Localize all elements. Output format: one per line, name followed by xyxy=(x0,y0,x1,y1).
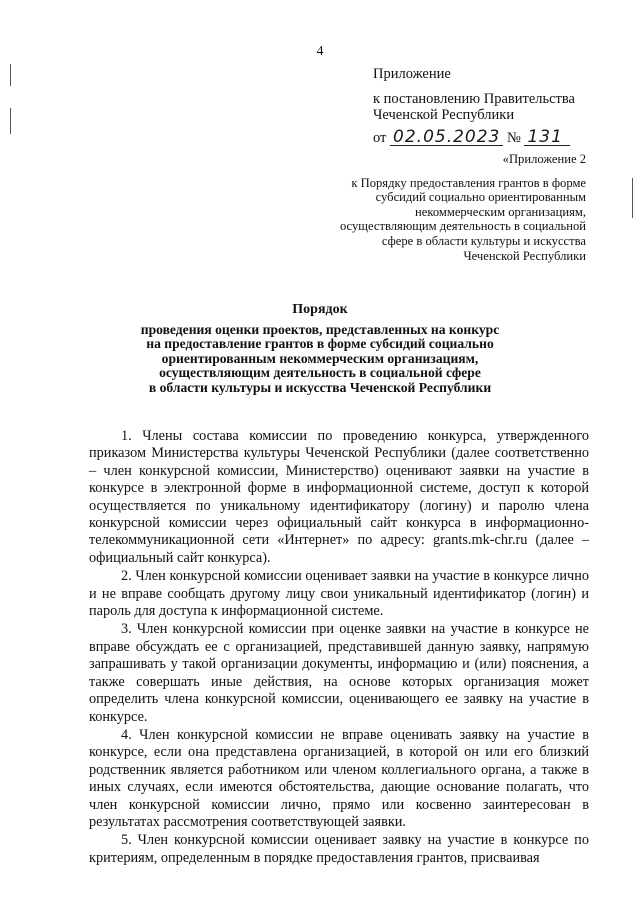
previous-appendix-reference xyxy=(286,152,586,263)
margin-mark-middle xyxy=(10,108,11,134)
previous-appendix-line: субсидий социально ориентированным xyxy=(375,190,586,205)
page-number: 4 xyxy=(316,44,324,59)
paragraph-2: 2. Член конкурсной комиссии оценивает заявки на участие в конкурсе лично и не вправе сообщать другому лицу свои уникальный идентификатор (логин) и пароль для доступа к информационной системе. xyxy=(89,568,589,620)
previous-appendix-line: Чеченской Республики xyxy=(463,248,586,263)
document-subtitle xyxy=(95,323,545,395)
subtitle-line: в области культуры и искусства Чеченской Республики xyxy=(148,379,492,395)
document-body xyxy=(89,428,589,868)
paragraph-3: 3. Член конкурсной комиссии при оценке заявки на участие в конкурсе не вправе обсуждать ее с организацией, представившей данную заявку, напрямую запрашивать у такой организации документы, информацию и (или) пояснения, а также совершать иные действия, на основе которых организация может определить члена конкурсной комиссии, оценивающего ее заявку на участие в конкурсе. xyxy=(89,621,589,725)
paragraph-5: 5. Член конкурсной комиссии оценивает заявку на участие в конкурсе по критериям, определенным в порядке предоставления грантов, присваивая xyxy=(89,832,589,866)
margin-mark-top xyxy=(10,64,11,86)
appendix-date-line xyxy=(373,129,623,146)
previous-appendix-line: некоммерческим организациям, xyxy=(415,204,586,219)
appendix-header xyxy=(373,66,623,146)
subtitle-line: на предоставление грантов в форме субсидий социально xyxy=(146,336,494,352)
previous-appendix-title: «Приложение 2 xyxy=(502,152,586,166)
paragraph-1: 1. Члены состава комиссии по проведению конкурса, утвержденного приказом Министерства культуры Чеченской Республики (далее соответственно – член конкурсной комиссии, Министерство) оценивают заявки на участие в конкурсе в электронной форме в информационной системе, доступ к которой осуществляется по уникальному идентификатору (логину) и паролю члена конкурсной комиссии через официальный сайт конкурса в информационно-телекоммуникационной сети «Интернет» по адресу: grants.mk-chr.ru (далее – официальный сайт конкурса). xyxy=(89,428,589,566)
number-sign: № xyxy=(507,130,521,146)
margin-mark-right xyxy=(632,178,633,218)
subtitle-line: проведения оценки проектов, представленных на конкурс xyxy=(140,322,500,337)
previous-appendix-line: к Порядку предоставления грантов в форме xyxy=(351,175,586,190)
appendix-resolution: к постановлению Правительства xyxy=(373,91,575,107)
appendix-label: Приложение xyxy=(373,66,451,82)
handwritten-number: 131 xyxy=(524,129,570,146)
handwritten-date: 02.05.2023 xyxy=(390,129,503,146)
subtitle-line: ориентированным некоммерческим организациям, xyxy=(161,350,479,366)
subtitle-line: осуществляющим деятельность в социальной сфере xyxy=(159,365,481,381)
previous-appendix-line: осуществляющим деятельность в социальной xyxy=(339,219,586,234)
paragraph-4: 4. Член конкурсной комиссии не вправе оценивать заявку на участие в конкурсе, если она представлена организацией, в которой он или его близкий родственник является работником или членом коллегиального органа, а также в иных случаях, если имеются обстоятельства, дающие основание полагать, что член конкурсной комиссии лично, прямо или косвенно заинтересован в результатах рассмотрения соответствующей заявки. xyxy=(89,726,589,830)
appendix-government: Чеченской Республики xyxy=(373,107,515,123)
document-title: Порядок xyxy=(292,302,348,317)
previous-appendix-line: сфере в области культуры и искусства xyxy=(381,233,586,248)
date-prefix: от xyxy=(373,130,387,146)
